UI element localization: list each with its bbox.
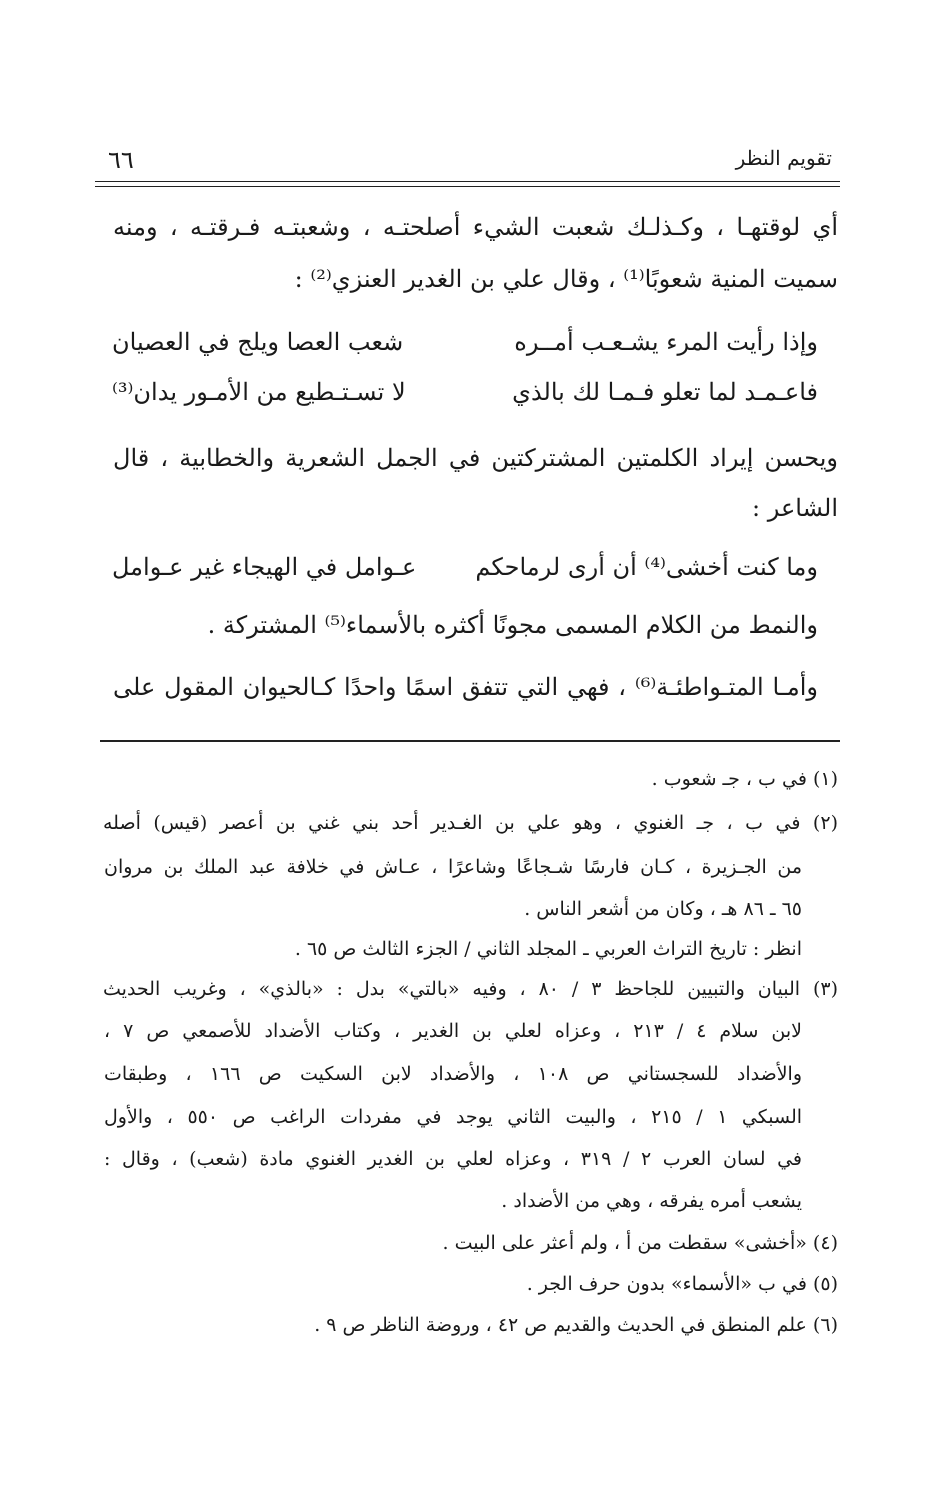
- footnote-line: (١) في ب ، جـ شعوب .: [651, 768, 838, 790]
- footnote-line: ٦٥ ـ ٨٦ هـ ، وكان من أشعر الناس .: [524, 898, 802, 920]
- footnote-line: (٦) علم المنطق في الحديث والقديم ص ٤٢ ، وروضة الناظر ص ٩ .: [314, 1314, 838, 1336]
- verse-hemistich-second: عـوامل في الهيجاء غير عـوامل: [112, 553, 417, 581]
- verse-hemistich-second: لا تسـتـطيع من الأمـور يدان⁽³⁾: [112, 378, 406, 406]
- body-line: والنمط من الكلام المسمى مجونًا أكثره بالأسماء⁽⁵⁾ المشتركة .: [207, 611, 818, 639]
- footnote-rule: [100, 740, 840, 742]
- header-rule: [95, 181, 840, 182]
- footnote-line: السبكي ١ / ٢١٥ ، والبيت الثاني يوجد في مفردات الراغب ص ٥٥٠ ، والأول: [104, 1106, 803, 1128]
- page-number: ٦٦: [108, 146, 134, 174]
- body-line: أي لوقتهـا ، وكـذلـك شعبت الشيء أصلحتـه ، وشعبتـه فـرقتـه ، ومنه: [113, 213, 838, 241]
- footnote-line: (٣) البيان والتبيين للجاحظ ٣ / ٨٠ ، وفيه «بالتي» بدل : «بالذي» ، وغريب الحديث: [103, 978, 838, 1000]
- verse-hemistich-first: وما كنت أخشى⁽⁴⁾ أن أرى لرماحكم: [475, 553, 818, 581]
- body-line: وأمـا المتـواطئـة⁽⁶⁾ ، فهي التي تتفق اسمًا واحدًا كـالحيوان المقول على: [113, 673, 818, 701]
- footnote-line: لابن سلام ٤ / ٢١٣ ، وعزاه لعلي بن الغدير ، وكتاب الأضداد للأصمعي ص ٧ ،: [104, 1020, 803, 1042]
- verse-hemistich-second: شعب العصا ويلج في العصيان: [112, 328, 404, 356]
- body-line: ويحسن إيراد الكلمتين المشتركتين في الجمل الشعرية والخطابية ، قال: [113, 444, 838, 472]
- body-line: سميت المنية شعوبًا⁽¹⁾ ، وقال علي بن الغدير العنزي⁽²⁾ :: [294, 265, 838, 293]
- footnote-line: في لسان العرب ٢ / ٣١٩ ، وعزاه لعلي بن الغدير الغنوي مادة (شعب) ، وقال :: [104, 1148, 803, 1170]
- footnote-line: والأضداد للسجستاني ص ١٠٨ ، والأضداد لابن السكيت ص ١٦٦ ، وطبقات: [104, 1063, 802, 1085]
- header-rule-secondary: [95, 186, 840, 187]
- running-title: تقويم النظر: [735, 146, 832, 170]
- footnote-line: (٥) في ب «الأسماء» بدون حرف الجر .: [526, 1273, 838, 1295]
- verse-hemistich-first: وإذا رأيت المرء يشـعـب أمــره: [514, 328, 818, 356]
- footnote-line: يشعب أمره يفرقه ، وهي من الأضداد .: [501, 1190, 802, 1212]
- footnote-line: انظر : تاريخ التراث العربي ـ المجلد الثاني / الجزء الثالث ص ٦٥ .: [294, 938, 802, 960]
- body-line: الشاعر :: [752, 494, 838, 522]
- footnote-line: (٢) في ب ، جـ الغنوي ، وهو علي بن الغـدير أحد بني غني بن أعصر (قيس) أصله: [103, 812, 838, 834]
- footnote-line: (٤) «أخشى» سقطت من أ ، ولم أعثر على البيت .: [442, 1232, 838, 1254]
- verse-hemistich-first: فاعـمـد لما تعلو فـمـا لك بالذي: [512, 378, 818, 406]
- footnote-line: من الجـزيرة ، كـان فارسًا شـجاعًا وشاعرًا ، عـاش في خلافة عبد الملك بن مروان: [104, 856, 802, 878]
